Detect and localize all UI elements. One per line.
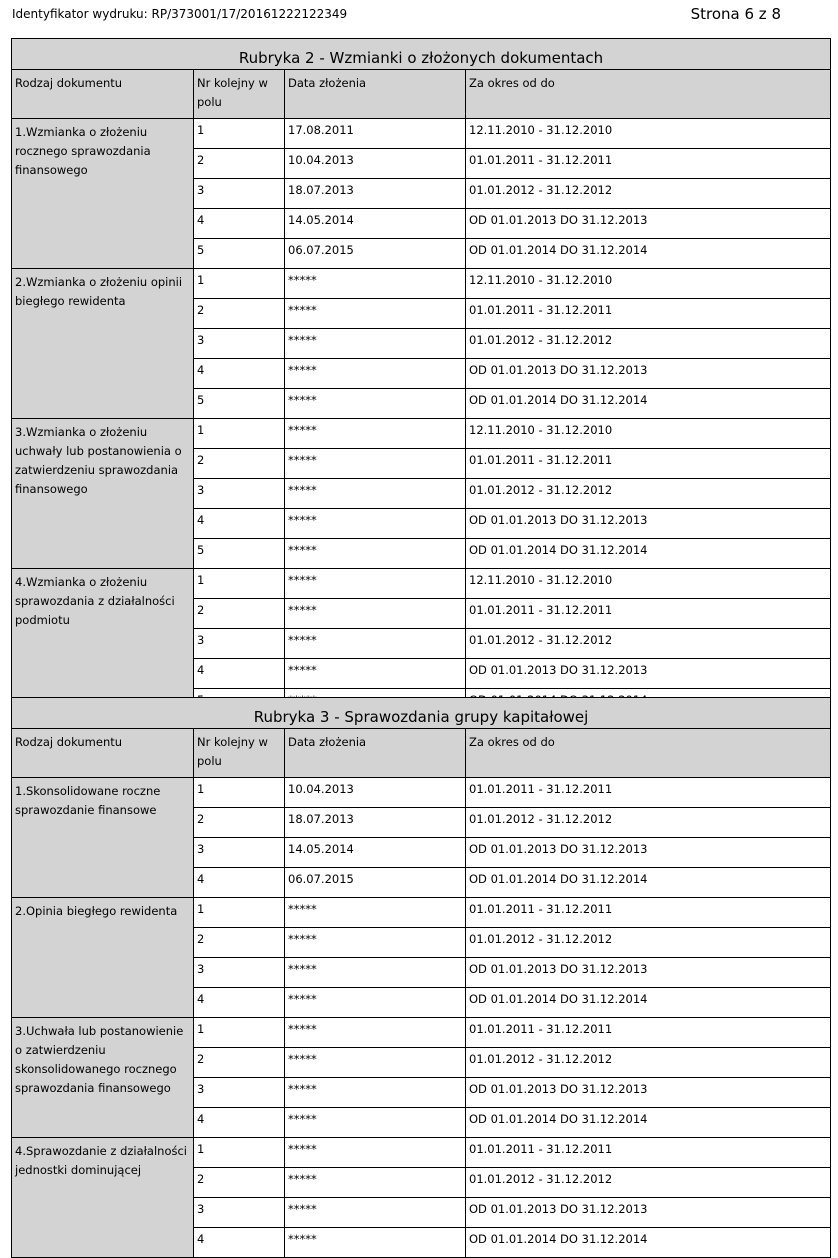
- period-cell: OD 01.01.2013 DO 31.12.2013: [466, 1078, 831, 1108]
- column-header-period: Za okres od do: [466, 70, 831, 119]
- table-row: [12, 269, 831, 299]
- section-title: Rubryka 3 - Sprawozdania grupy kapitałowej: [12, 698, 831, 729]
- entry-number-cell: 2: [194, 1048, 285, 1078]
- period-cell: OD 01.01.2013 DO 31.12.2013: [466, 958, 831, 988]
- entry-number-cell: 2: [194, 808, 285, 838]
- period-cell: OD 01.01.2013 DO 31.12.2013: [466, 659, 831, 689]
- entry-number-cell: 2: [194, 599, 285, 629]
- period-cell: OD 01.01.2013 DO 31.12.2013: [466, 509, 831, 539]
- table-row: [12, 119, 831, 149]
- column-header-doc-type: Rodzaj dokumentu: [12, 70, 194, 119]
- document-type-cell: 4.Sprawozdanie z działalności jednostki dominującej: [12, 1138, 194, 1258]
- filing-date-cell: *****: [285, 629, 466, 659]
- period-cell: OD 01.01.2013 DO 31.12.2013: [466, 359, 831, 389]
- filing-date-cell: *****: [285, 389, 466, 419]
- column-header-row: [12, 729, 831, 778]
- entry-number-cell: 1: [194, 569, 285, 599]
- period-cell: 12.11.2010 - 31.12.2010: [466, 419, 831, 449]
- entry-number-cell: 1: [194, 778, 285, 808]
- filing-date-cell: *****: [285, 599, 466, 629]
- filing-date-cell: *****: [285, 1018, 466, 1048]
- filing-date-cell: *****: [285, 479, 466, 509]
- document-type-cell: 1.Skonsolidowane roczne sprawozdanie finansowe: [12, 778, 194, 898]
- period-cell: 12.11.2010 - 31.12.2010: [466, 119, 831, 149]
- entry-number-cell: 4: [194, 988, 285, 1018]
- entry-number-cell: 2: [194, 928, 285, 958]
- column-header-entry-number: Nr kolejny w polu: [194, 729, 285, 778]
- section-title: Rubryka 2 - Wzmianki o złożonych dokumentach: [12, 39, 831, 70]
- document-type-cell: 1.Wzmianka o złożeniu rocznego sprawozdania finansowego: [12, 119, 194, 269]
- filing-date-cell: *****: [285, 419, 466, 449]
- column-header-period: Za okres od do: [466, 729, 831, 778]
- entry-number-cell: 1: [194, 1138, 285, 1168]
- period-cell: 01.01.2011 - 31.12.2011: [466, 149, 831, 179]
- table-row: [12, 569, 831, 599]
- period-cell: 01.01.2011 - 31.12.2011: [466, 898, 831, 928]
- entry-number-cell: 5: [194, 539, 285, 569]
- filing-date-cell: *****: [285, 329, 466, 359]
- page-number: Strona 6 z 8: [690, 5, 781, 23]
- entry-number-cell: 1: [194, 269, 285, 299]
- filing-date-cell: *****: [285, 898, 466, 928]
- period-cell: OD 01.01.2013 DO 31.12.2013: [466, 1198, 831, 1228]
- filing-date-cell: *****: [285, 299, 466, 329]
- entry-number-cell: 4: [194, 1228, 285, 1258]
- section-table-rubryka-3: [11, 697, 831, 1258]
- entry-number-cell: 3: [194, 1078, 285, 1108]
- table-row: [12, 778, 831, 808]
- period-cell: 01.01.2011 - 31.12.2011: [466, 1018, 831, 1048]
- column-header-row: [12, 70, 831, 119]
- period-cell: 12.11.2010 - 31.12.2010: [466, 569, 831, 599]
- entry-number-cell: 3: [194, 329, 285, 359]
- period-cell: 01.01.2011 - 31.12.2011: [466, 778, 831, 808]
- filing-date-cell: 17.08.2011: [285, 119, 466, 149]
- entry-number-cell: 4: [194, 509, 285, 539]
- filing-date-cell: 14.05.2014: [285, 838, 466, 868]
- section-table-rubryka-2: [11, 38, 831, 719]
- entry-number-cell: 1: [194, 898, 285, 928]
- filing-date-cell: *****: [285, 659, 466, 689]
- filing-date-cell: 18.07.2013: [285, 179, 466, 209]
- period-cell: OD 01.01.2014 DO 31.12.2014: [466, 868, 831, 898]
- filing-date-cell: *****: [285, 1228, 466, 1258]
- period-cell: 01.01.2012 - 31.12.2012: [466, 928, 831, 958]
- filing-date-cell: *****: [285, 359, 466, 389]
- filing-date-cell: *****: [285, 1108, 466, 1138]
- table-row: [12, 1138, 831, 1168]
- period-cell: OD 01.01.2014 DO 31.12.2014: [466, 239, 831, 269]
- period-cell: OD 01.01.2014 DO 31.12.2014: [466, 1228, 831, 1258]
- document-type-cell: 3.Wzmianka o złożeniu uchwały lub postanowienia o zatwierdzeniu sprawozdania finansowego: [12, 419, 194, 569]
- filing-date-cell: 06.07.2015: [285, 868, 466, 898]
- entry-number-cell: 2: [194, 1168, 285, 1198]
- column-header-entry-number: Nr kolejny w polu: [194, 70, 285, 119]
- entry-number-cell: 1: [194, 119, 285, 149]
- table-row: [12, 1018, 831, 1048]
- column-header-filing-date: Data złożenia: [285, 729, 466, 778]
- entry-number-cell: 4: [194, 659, 285, 689]
- filing-date-cell: *****: [285, 988, 466, 1018]
- entry-number-cell: 1: [194, 419, 285, 449]
- section-title-row: [12, 698, 831, 729]
- filing-date-cell: 10.04.2013: [285, 149, 466, 179]
- period-cell: 01.01.2012 - 31.12.2012: [466, 1048, 831, 1078]
- filing-date-cell: 06.07.2015: [285, 239, 466, 269]
- entry-number-cell: 1: [194, 1018, 285, 1048]
- period-cell: OD 01.01.2014 DO 31.12.2014: [466, 389, 831, 419]
- document-type-cell: 2.Wzmianka o złożeniu opinii biegłego rewidenta: [12, 269, 194, 419]
- document-type-cell: 4.Wzmianka o złożeniu sprawozdania z działalności podmiotu: [12, 569, 194, 719]
- entry-number-cell: 4: [194, 868, 285, 898]
- entry-number-cell: 4: [194, 209, 285, 239]
- entry-number-cell: 3: [194, 179, 285, 209]
- period-cell: 01.01.2012 - 31.12.2012: [466, 479, 831, 509]
- period-cell: OD 01.01.2013 DO 31.12.2013: [466, 838, 831, 868]
- period-cell: 01.01.2012 - 31.12.2012: [466, 1168, 831, 1198]
- column-header-filing-date: Data złożenia: [285, 70, 466, 119]
- entry-number-cell: 2: [194, 449, 285, 479]
- entry-number-cell: 2: [194, 299, 285, 329]
- filing-date-cell: *****: [285, 509, 466, 539]
- period-cell: 01.01.2011 - 31.12.2011: [466, 599, 831, 629]
- entry-number-cell: 3: [194, 479, 285, 509]
- table-row: [12, 898, 831, 928]
- entry-number-cell: 3: [194, 958, 285, 988]
- entry-number-cell: 4: [194, 359, 285, 389]
- entry-number-cell: 5: [194, 239, 285, 269]
- filing-date-cell: *****: [285, 449, 466, 479]
- document-type-cell: 2.Opinia biegłego rewidenta: [12, 898, 194, 1018]
- filing-date-cell: *****: [285, 928, 466, 958]
- entry-number-cell: 5: [194, 389, 285, 419]
- period-cell: 01.01.2011 - 31.12.2011: [466, 299, 831, 329]
- filing-date-cell: *****: [285, 1048, 466, 1078]
- period-cell: OD 01.01.2014 DO 31.12.2014: [466, 988, 831, 1018]
- period-cell: 01.01.2012 - 31.12.2012: [466, 329, 831, 359]
- filing-date-cell: *****: [285, 1168, 466, 1198]
- table-row: [12, 419, 831, 449]
- entry-number-cell: 4: [194, 1108, 285, 1138]
- entry-number-cell: 3: [194, 838, 285, 868]
- filing-date-cell: *****: [285, 1138, 466, 1168]
- period-cell: OD 01.01.2014 DO 31.12.2014: [466, 539, 831, 569]
- column-header-doc-type: Rodzaj dokumentu: [12, 729, 194, 778]
- filing-date-cell: *****: [285, 569, 466, 599]
- period-cell: 01.01.2012 - 31.12.2012: [466, 179, 831, 209]
- period-cell: OD 01.01.2013 DO 31.12.2013: [466, 209, 831, 239]
- period-cell: 01.01.2011 - 31.12.2011: [466, 1138, 831, 1168]
- period-cell: 12.11.2010 - 31.12.2010: [466, 269, 831, 299]
- entry-number-cell: 2: [194, 149, 285, 179]
- filing-date-cell: *****: [285, 958, 466, 988]
- filing-date-cell: 18.07.2013: [285, 808, 466, 838]
- filing-date-cell: *****: [285, 1078, 466, 1108]
- filing-date-cell: *****: [285, 539, 466, 569]
- entry-number-cell: 3: [194, 1198, 285, 1228]
- entry-number-cell: 3: [194, 629, 285, 659]
- filing-date-cell: *****: [285, 269, 466, 299]
- print-identifier: Identyfikator wydruku: RP/373001/17/20161222122349: [12, 7, 348, 21]
- filing-date-cell: *****: [285, 1198, 466, 1228]
- period-cell: 01.01.2012 - 31.12.2012: [466, 629, 831, 659]
- filing-date-cell: 14.05.2014: [285, 209, 466, 239]
- document-type-cell: 3.Uchwała lub postanowienie o zatwierdzeniu skonsolidowanego rocznego sprawozdania finansowego: [12, 1018, 194, 1138]
- period-cell: 01.01.2011 - 31.12.2011: [466, 449, 831, 479]
- period-cell: OD 01.01.2014 DO 31.12.2014: [466, 1108, 831, 1138]
- period-cell: 01.01.2012 - 31.12.2012: [466, 808, 831, 838]
- filing-date-cell: 10.04.2013: [285, 778, 466, 808]
- section-title-row: [12, 39, 831, 70]
